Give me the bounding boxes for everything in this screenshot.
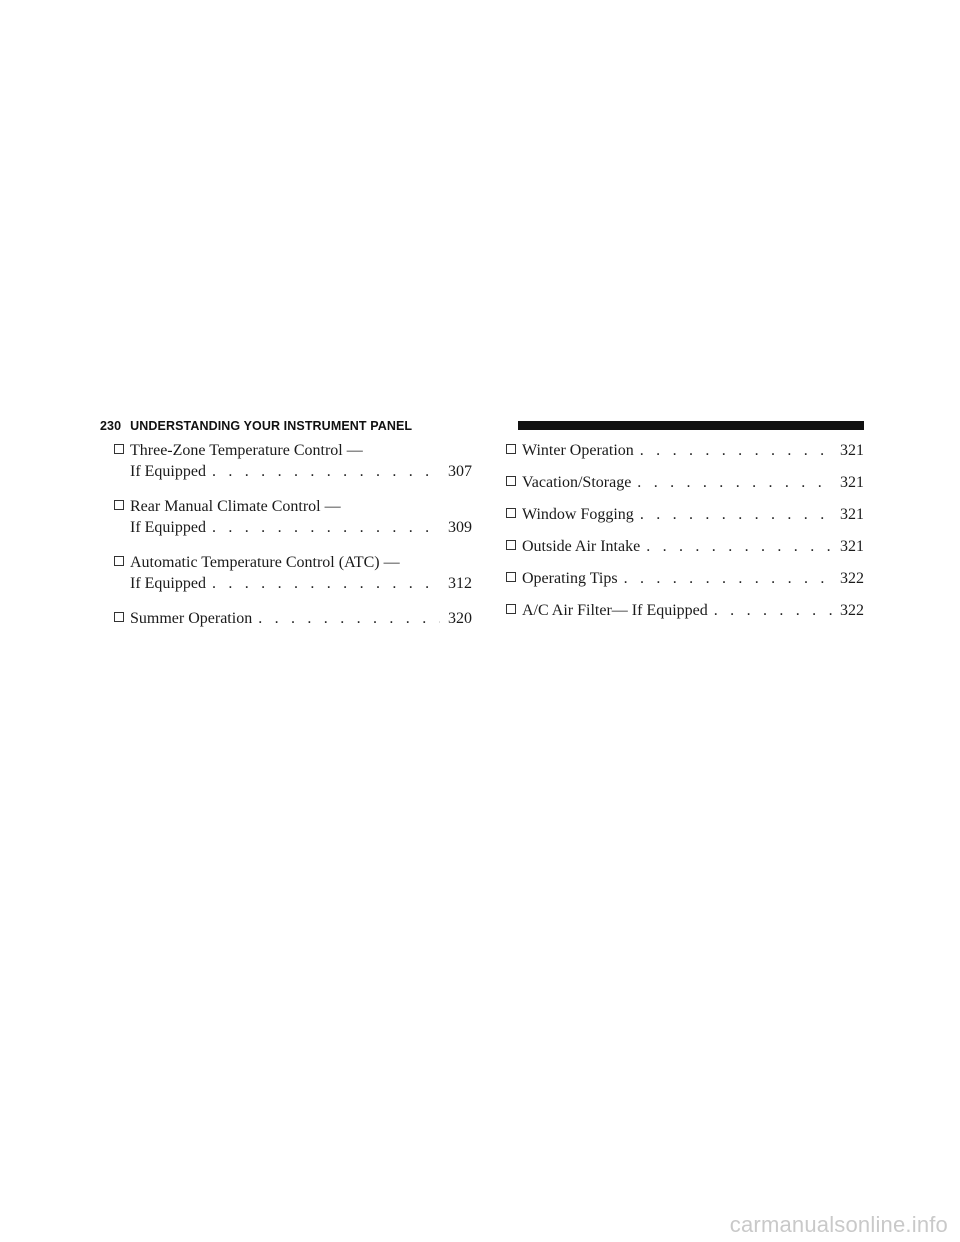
dot-leader: [646, 536, 832, 557]
toc-entry[interactable]: [506, 440, 864, 461]
toc-entry-title: Summer Operation: [130, 610, 253, 627]
toc-page-number: 312: [448, 575, 472, 592]
toc-page-number: 309: [448, 519, 472, 536]
header-rule: [518, 421, 864, 430]
dot-leader: [637, 472, 832, 493]
dot-leader: [714, 600, 832, 621]
checkbox-icon: [506, 604, 516, 614]
toc-page-number: 307: [448, 463, 472, 480]
toc-entry-title: Outside Air Intake: [522, 538, 641, 555]
toc-entry-title: Automatic Temperature Control (ATC) —: [130, 554, 400, 571]
section-title: UNDERSTANDING YOUR INSTRUMENT PANEL: [130, 419, 413, 433]
toc-entry-title: Three-Zone Temperature Control —: [130, 442, 363, 459]
toc-entry[interactable]: [506, 600, 864, 621]
page-number: 230: [100, 419, 122, 433]
toc-entry-title: Window Fogging: [522, 506, 634, 523]
toc-entry-title: A/C Air Filter— If Equipped: [522, 602, 708, 619]
toc-entry[interactable]: [114, 440, 472, 482]
dot-leader: [212, 573, 440, 594]
toc-entry-subtitle: If Equipped: [130, 519, 206, 536]
toc-entry[interactable]: [114, 552, 472, 594]
dot-leader: [640, 440, 832, 461]
toc-page-number: 322: [840, 602, 864, 619]
checkbox-icon: [114, 612, 124, 622]
page-header: [100, 418, 864, 434]
dot-leader: [212, 517, 440, 538]
toc-entry-title: Vacation/Storage: [522, 474, 632, 491]
checkbox-icon: [114, 500, 124, 510]
toc-page-number: 321: [840, 538, 864, 555]
checkbox-icon: [506, 444, 516, 454]
watermark-text: carmanualsonline.info: [729, 1212, 948, 1237]
dot-leader: [640, 504, 832, 525]
toc-page-number: 321: [840, 442, 864, 459]
toc-entry[interactable]: [506, 536, 864, 557]
toc-page-number: 321: [840, 506, 864, 523]
dot-leader: [258, 608, 440, 629]
checkbox-icon: [506, 508, 516, 518]
checkbox-icon: [114, 556, 124, 566]
checkbox-icon: [114, 444, 124, 454]
toc-entry[interactable]: [506, 568, 864, 589]
checkbox-icon: [506, 540, 516, 550]
checkbox-icon: [506, 476, 516, 486]
toc-entry[interactable]: [506, 504, 864, 525]
toc-right-column: [506, 440, 864, 632]
dot-leader: [624, 568, 832, 589]
toc-page-number: 321: [840, 474, 864, 491]
dot-leader: [212, 461, 440, 482]
toc-entry-title: Rear Manual Climate Control —: [130, 498, 341, 515]
toc-entry-subtitle: If Equipped: [130, 463, 206, 480]
toc-entry[interactable]: [506, 472, 864, 493]
toc-entry[interactable]: [114, 496, 472, 538]
toc-entry-title: Winter Operation: [522, 442, 634, 459]
toc-entry-title: Operating Tips: [522, 570, 618, 587]
toc-page-number: 322: [840, 570, 864, 587]
toc-page-number: 320: [448, 610, 472, 627]
checkbox-icon: [506, 572, 516, 582]
toc-left-column: [114, 440, 472, 643]
toc-entry-subtitle: If Equipped: [130, 575, 206, 592]
toc-entry[interactable]: [114, 608, 472, 629]
